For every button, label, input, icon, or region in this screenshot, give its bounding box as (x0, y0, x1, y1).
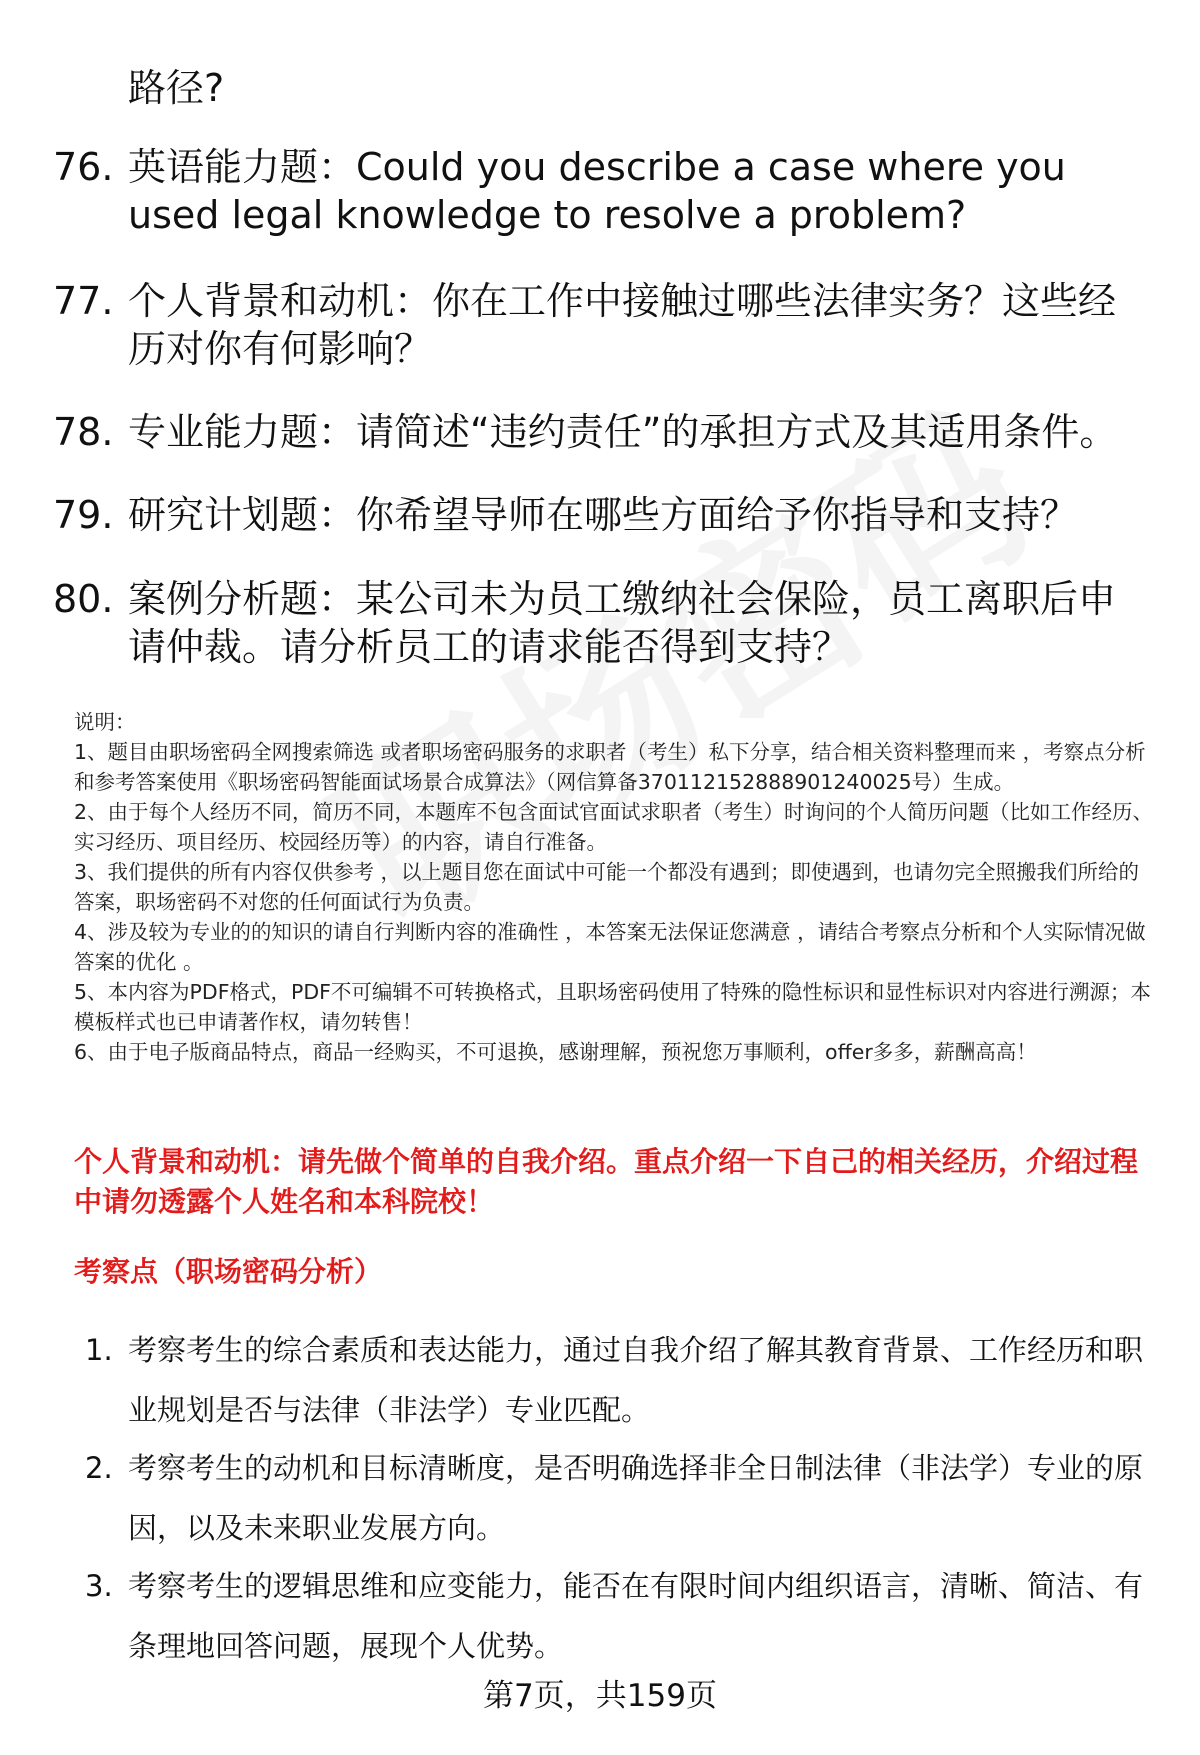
question-text: 英语能力题：Could you describe a case where you used legal knowledge to resolve a problem? (128, 145, 1066, 237)
note-item: 1、题目由职场密码全网搜索筛选 或者职场密码服务的求职者（考生）私下分享，结合相关资料整理而来 ，考察点分析和参考答案使用《职场密码智能面试场景合成算法》（网信算备370112152888901240025号）生成。 (74, 740, 1146, 794)
question-number: 79. (53, 493, 114, 537)
question-text: 研究计划题：你希望导师在哪些方面给予你指导和支持？ (128, 493, 1079, 537)
featured-question: 个人背景和动机：请先做个简单的自我介绍。重点介绍一下自己的相关经历，介绍过程中请勿透露个人姓名和本科院校！ (74, 1145, 1139, 1218)
question-number: 76. (53, 145, 114, 189)
question-number: 78. (53, 410, 114, 454)
note-item: 6、由于电子版商品特点，商品一经购买，不可退换，感谢理解，预祝您万事顺利，offer多多，薪酬高高！ (74, 1040, 1037, 1064)
note-item: 3、我们提供的所有内容仅供参考 ，以上题目您在面试中可能一个都没有遇到；即使遇到，也请勿完全照搬我们所给的答案，职场密码不对您的任何面试行为负责。 (74, 860, 1140, 914)
question-continuation-text: 路径? (128, 66, 225, 110)
question-text: 案例分析题：某公司未为员工缴纳社会保险，员工离职后申请仲裁。请分析员工的请求能否得到支持？ (128, 577, 1117, 669)
page-footer: 第7页，共159页 (483, 1678, 717, 1714)
analysis-point-number: 1. (85, 1333, 113, 1367)
question-text: 专业能力题：请简述“违约责任”的承担方式及其适用条件。 (128, 410, 1118, 454)
notes-section (74, 707, 1154, 1067)
note-item: 5、本内容为PDF格式，PDF不可编辑不可转换格式，且职场密码使用了特殊的隐性标识和显性标识对内容进行溯源；本模板样式也已申请著作权，请勿转售！ (74, 980, 1151, 1034)
question-text: 个人背景和动机：你在工作中接触过哪些法律实务？这些经历对你有何影响？ (128, 279, 1117, 371)
analysis-point-number: 3. (85, 1569, 113, 1603)
analysis-point-text: 考察考生的逻辑思维和应变能力，能否在有限时间内组织语言，清晰、简洁、有条理地回答问题，展现个人优势。 (128, 1569, 1144, 1663)
note-item: 4、涉及较为专业的的知识的请自行判断内容的准确性 ，本答案无法保证您满意 ，请结合考察点分析和个人实际情况做答案的优化 。 (74, 920, 1146, 974)
note-item: 2、由于每个人经历不同，简历不同，本题库不包含面试官面试求职者（考生）时询问的个人简历问题（比如工作经历、实习经历、项目经历、校园经历等）的内容，请自行准备。 (74, 800, 1154, 854)
analysis-point-text: 考察考生的综合素质和表达能力，通过自我介绍了解其教育背景、工作经历和职业规划是否与法律（非法学）专业匹配。 (128, 1333, 1144, 1427)
notes-heading: 说明： (74, 710, 136, 734)
analysis-heading: 考察点（职场密码分析） (74, 1255, 383, 1288)
question-number: 80. (53, 577, 114, 621)
analysis-point-number: 2. (85, 1451, 113, 1485)
question-number: 77. (53, 279, 114, 323)
analysis-point-text: 考察考生的动机和目标清晰度，是否明确选择非全日制法律（非法学）专业的原因，以及未来职业发展方向。 (128, 1451, 1144, 1545)
